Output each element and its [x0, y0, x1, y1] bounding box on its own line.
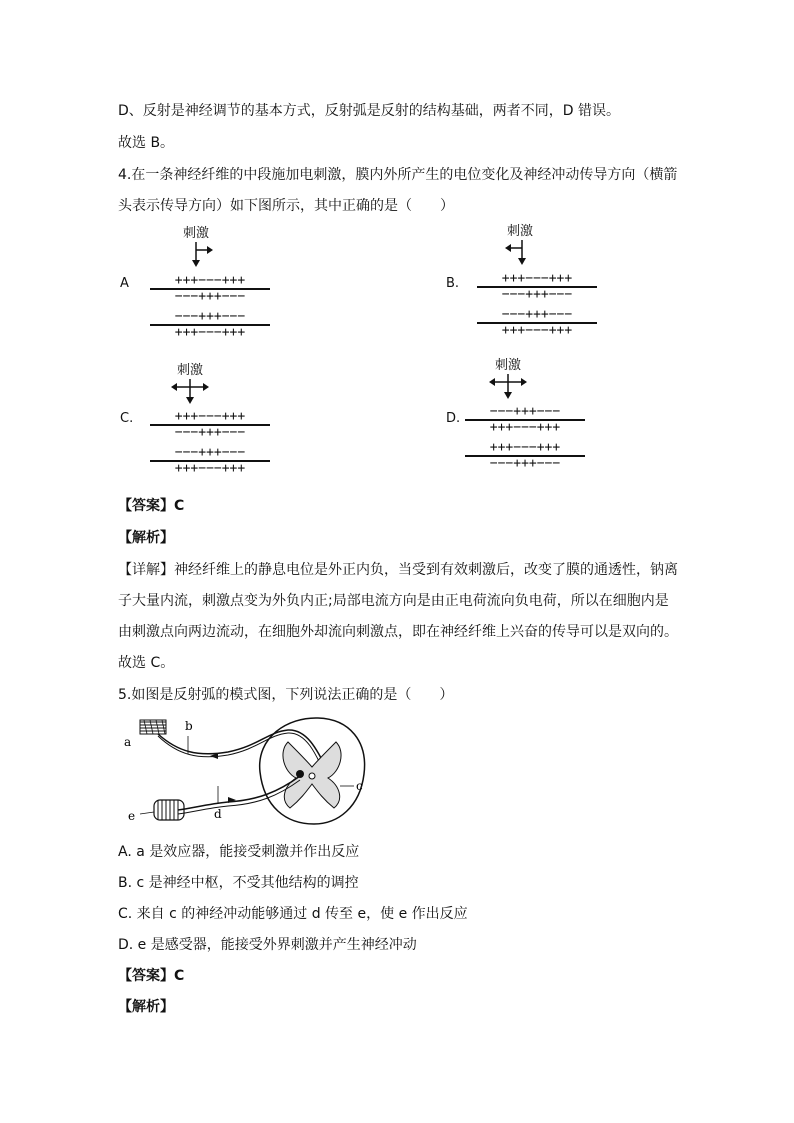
q4-option-d-fiber	[465, 405, 585, 471]
q4-option-b-fiber	[477, 272, 597, 338]
q5-analysis-heading: 【解析】	[118, 999, 174, 1015]
q4-detail-line1: 【详解】神经纤维上的静息电位是外正内负，当受到有效刺激后，改变了膜的通透性，钠离	[118, 562, 678, 578]
prev-choose: 故选 B。	[118, 135, 175, 151]
q4-option-a-fiber	[150, 274, 270, 340]
fiber-row: −−−+++−−−	[174, 309, 246, 324]
q4-stem-line2: 头表示传导方向）如下图所示，其中正确的是（ ）	[118, 198, 454, 214]
fiber-row: +++−−−+++	[174, 461, 246, 476]
q4-option-c-stimulus	[130, 363, 250, 409]
fiber-row: −−−+++−−−	[174, 445, 246, 460]
q4-option-c-fiber	[150, 410, 270, 476]
label-c: c	[356, 779, 363, 793]
q4-option-a-letter: A	[120, 276, 129, 291]
fiber-row: −−−+++−−−	[501, 307, 573, 322]
q5-option-b: B. c 是神经中枢，不受其他结构的调控	[118, 875, 359, 891]
fiber-row: −−−+++−−−	[174, 425, 246, 440]
fiber-row: +++−−−+++	[489, 420, 561, 435]
q4-option-b-letter: B.	[446, 276, 460, 291]
label-b: b	[185, 719, 193, 733]
q4-answer: 【答案】C	[118, 498, 185, 514]
q4-stem-line1: 4.在一条神经纤维的中段施加电刺激，膜内外所产生的电位变化及神经冲动传导方向（横箭	[118, 167, 678, 183]
q5-answer: 【答案】C	[118, 968, 185, 984]
fiber-row: +++−−−+++	[174, 273, 246, 288]
q5-option-c: C. 来自 c 的神经冲动能够通过 d 传至 e，使 e 作出反应	[118, 906, 468, 922]
label-d: d	[214, 807, 222, 821]
fiber-row: −−−+++−−−	[501, 287, 573, 302]
stimulus-label: 刺激	[176, 363, 203, 378]
fiber-row: +++−−−+++	[501, 271, 573, 286]
q4-detail-line2: 子大量内流，刺激点变为外负内正;局部电流方向是由正电荷流向负电荷，所以在细胞内是	[118, 593, 669, 609]
fiber-row: +++−−−+++	[501, 323, 573, 338]
q5-option-a: A. a 是效应器，能接受刺激并作出反应	[118, 844, 360, 860]
label-a: a	[124, 735, 132, 749]
q4-option-c-letter: C.	[120, 411, 134, 426]
receptor-skin	[140, 720, 166, 734]
fiber-row: +++−−−+++	[174, 409, 246, 424]
q4-analysis-heading: 【解析】	[118, 530, 174, 546]
arrow-down-right-icon	[176, 242, 216, 268]
stimulus-label: 刺激	[506, 224, 533, 239]
q4-option-d-letter: D.	[446, 411, 461, 426]
q4-detail-line3: 由刺激点向两边流动，在细胞外却流向刺激点，即在神经纤维上兴奋的传导可以是双向的。	[118, 624, 678, 640]
fiber-row: −−−+++−−−	[174, 289, 246, 304]
q4-option-a-stimulus	[136, 226, 256, 272]
stimulus-label: 刺激	[494, 358, 521, 373]
fiber-row: +++−−−+++	[489, 440, 561, 455]
reflex-arc-diagram	[118, 712, 378, 832]
q4-choose: 故选 C。	[118, 655, 175, 671]
stimulus-label: 刺激	[182, 226, 209, 241]
q5-option-d: D. e 是感受器，能接受外界刺激并产生神经冲动	[118, 937, 417, 953]
fiber-row: +++−−−+++	[174, 325, 246, 340]
arrow-down-left-icon	[500, 240, 540, 266]
arrow-down-bidirectional-icon	[165, 379, 215, 405]
arrow-down-bidirectional-icon	[483, 374, 533, 400]
fiber-row: −−−+++−−−	[489, 404, 561, 419]
fiber-row: −−−+++−−−	[489, 456, 561, 471]
q5-stem: 5.如图是反射弧的模式图，下列说法正确的是（ ）	[118, 687, 454, 703]
prev-option-d: D、反射是神经调节的基本方式，反射弧是反射的结构基础，两者不同，D 错误。	[118, 103, 621, 119]
q4-option-b-stimulus	[460, 224, 580, 270]
q4-option-d-stimulus	[448, 358, 568, 404]
label-e: e	[128, 809, 136, 823]
